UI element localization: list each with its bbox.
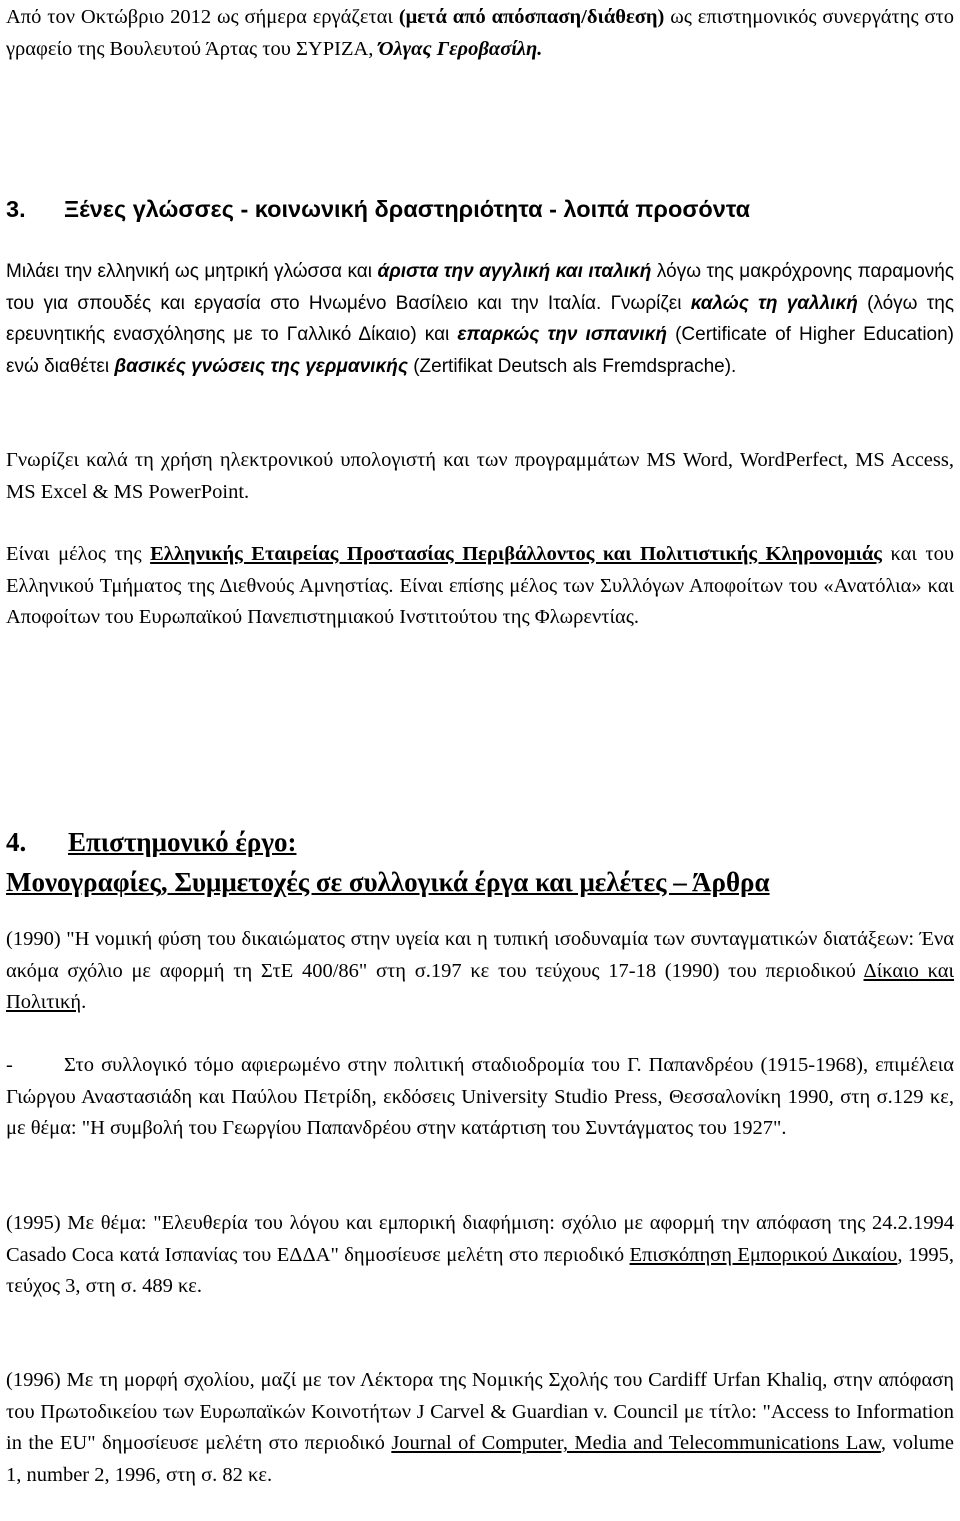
- languages-text-5: (Zertifikat Deutsch als Fremdsprache).: [407, 355, 737, 377]
- languages-french: καλώς τη γαλλική: [690, 292, 858, 314]
- publication-1990-text: (1990) "Η νομική φύση του δικαιώματος στην υγεία και η τυπική ισοδυναμία των συνταγματικών διατάξεων: Ένα ακόμα σχόλιο με αφορμή τη ΣτΕ 400/86" στη σ.197 κε του τεύχους 17-18 (1990) του περιοδικού: [6, 928, 954, 982]
- languages-text-4: (Certificate of Higher Education) ενώ διαθέτει: [6, 324, 954, 377]
- journal-dikaio-politiki: Δίκαιο και Πολιτική: [6, 959, 954, 1013]
- intro-bold-text: (μετά από απόσπαση/διάθεση): [398, 6, 665, 28]
- languages-text-3: (λόγω της ερευνητικής ενασχόλησης με το Γαλλικό Δίκαιο) και: [6, 292, 954, 345]
- section-4-subtitle: Μονογραφίες, Συμμετοχές σε συλλογικά έργα και μελέτες – Άρθρα: [6, 867, 770, 897]
- membership-paragraph: [6, 539, 954, 634]
- publication-1996-text: (1996) Με τη μορφή σχολίου, μαζί με τον Λέκτορα της Νομικής Σχολής του Cardiff Urfan Khaliq, στην απόφαση του Πρωτοδικείου των Ευρωπαϊκών Κοινοτήτων J Carvel & Guardian v. Council με τίτλο: "Access to Information in the EU" δημοσίευσε μελέτη στο περιοδικό: [6, 1369, 954, 1454]
- languages-text-2: λόγω της μακρόχρονης παραμονής του για σπουδές και εργασία στο Ηνωμένο Βασίλειο και την Ιταλία. Γνωρίζει: [6, 261, 955, 314]
- languages-text-1: Μιλάει την ελληνική ως μητρική γλώσσα και: [6, 261, 378, 282]
- section-4-title: Επιστημονικό έργο:: [68, 827, 297, 857]
- languages-paragraph: [6, 256, 954, 382]
- computer-skills-paragraph: Γνωρίζει καλά τη χρήση ηλεκτρονικού υπολογιστή και των προγραμμάτων MS Word, WordPerfect, MS Access, MS Excel & MS PowerPoint.: [6, 449, 954, 503]
- section-4-heading: [6, 822, 954, 902]
- languages-german: βασικές γνώσεις της γερμανικής: [114, 355, 408, 377]
- section-3-heading: [6, 191, 954, 227]
- intro-text: Από τον Οκτώβριο 2012 ως σήμερα εργάζεται: [6, 6, 399, 28]
- publication-1995-paragraph: [6, 1208, 954, 1303]
- membership-society-name: Ελληνικής Εταιρείας Προστασίας Περιβάλλοντος και Πολιτιστικής Κληρονομιάς: [150, 543, 882, 565]
- publication-volume-paragraph: [6, 1050, 954, 1145]
- list-dash: -: [6, 1054, 13, 1076]
- intro-text-2: ως επιστημονικός συνεργάτης στο γραφείο της Βουλευτού Άρτας του ΣΥΡΙΖΑ,: [6, 6, 954, 60]
- journal-episkopisi: Επισκόπηση Εμπορικού Δικαίου: [629, 1243, 898, 1266]
- section-3-title: Ξένες γλώσσες - κοινωνική δραστηριότητα - λοιπά προσόντα: [64, 196, 751, 222]
- publication-1995-end: , 1995, τεύχος 3, στη σ. 489 κε.: [6, 1243, 955, 1297]
- intro-bold-italic-name: Όλγας Γεροβασίλη.: [378, 37, 543, 60]
- languages-english-italian: άριστα την αγγλική και ιταλική: [377, 261, 652, 282]
- section-3-number: 3.: [6, 196, 26, 222]
- publication-1996-end: , volume 1, number 2, 1996, στη σ. 82 κε.: [6, 1432, 954, 1486]
- membership-text-1: Είναι μέλος της: [6, 543, 151, 565]
- publication-1990-paragraph: [6, 924, 954, 1019]
- intro-paragraph: [6, 2, 954, 65]
- publication-1995-text: (1995) Με θέμα: "Ελευθερία του λόγου και εμπορική διαφήμιση: σχόλιο με αφορμή την απόφαση της 24.2.1994 Casado Coca κατά Ισπανίας του ΕΔΔΑ" δημοσίευσε μελέτη στο περιοδικό: [6, 1212, 954, 1266]
- publication-1996-paragraph: [6, 1365, 954, 1491]
- publication-volume-text: Στο συλλογικό τόμο αφιερωμένο στην πολιτική σταδιοδρομία του Γ. Παπανδρέου (1915-1968), επιμέλεια Γιώργου Αναστασιάδη και Παύλου Πετρίδη, εκδόσεις University Studio Press, Θεσσαλονίκη 1990, στη σ.129 κε, με θέμα: "Η συμβολή του Γεωργίου Παπανδρέου στην κατάρτιση του Συντάγματος του 1927".: [6, 1054, 954, 1139]
- journal-computer-media-law: Journal of Computer, Media and Telecommunications Law: [391, 1432, 881, 1454]
- publication-1990-end: .: [81, 991, 87, 1013]
- membership-text-2: και του Ελληνικού Τμήματος της Διεθνούς Αμνηστίας. Είναι επίσης μέλος των Συλλόγων Αποφοίτων του «Ανατόλια» και Αποφοίτων του Ευρωπαϊκού Πανεπιστημιακού Ινστιτούτου της Φλωρεντίας.: [6, 543, 954, 628]
- section-4-number: 4.: [6, 827, 27, 857]
- languages-spanish: επαρκώς την ισπανική: [457, 324, 667, 345]
